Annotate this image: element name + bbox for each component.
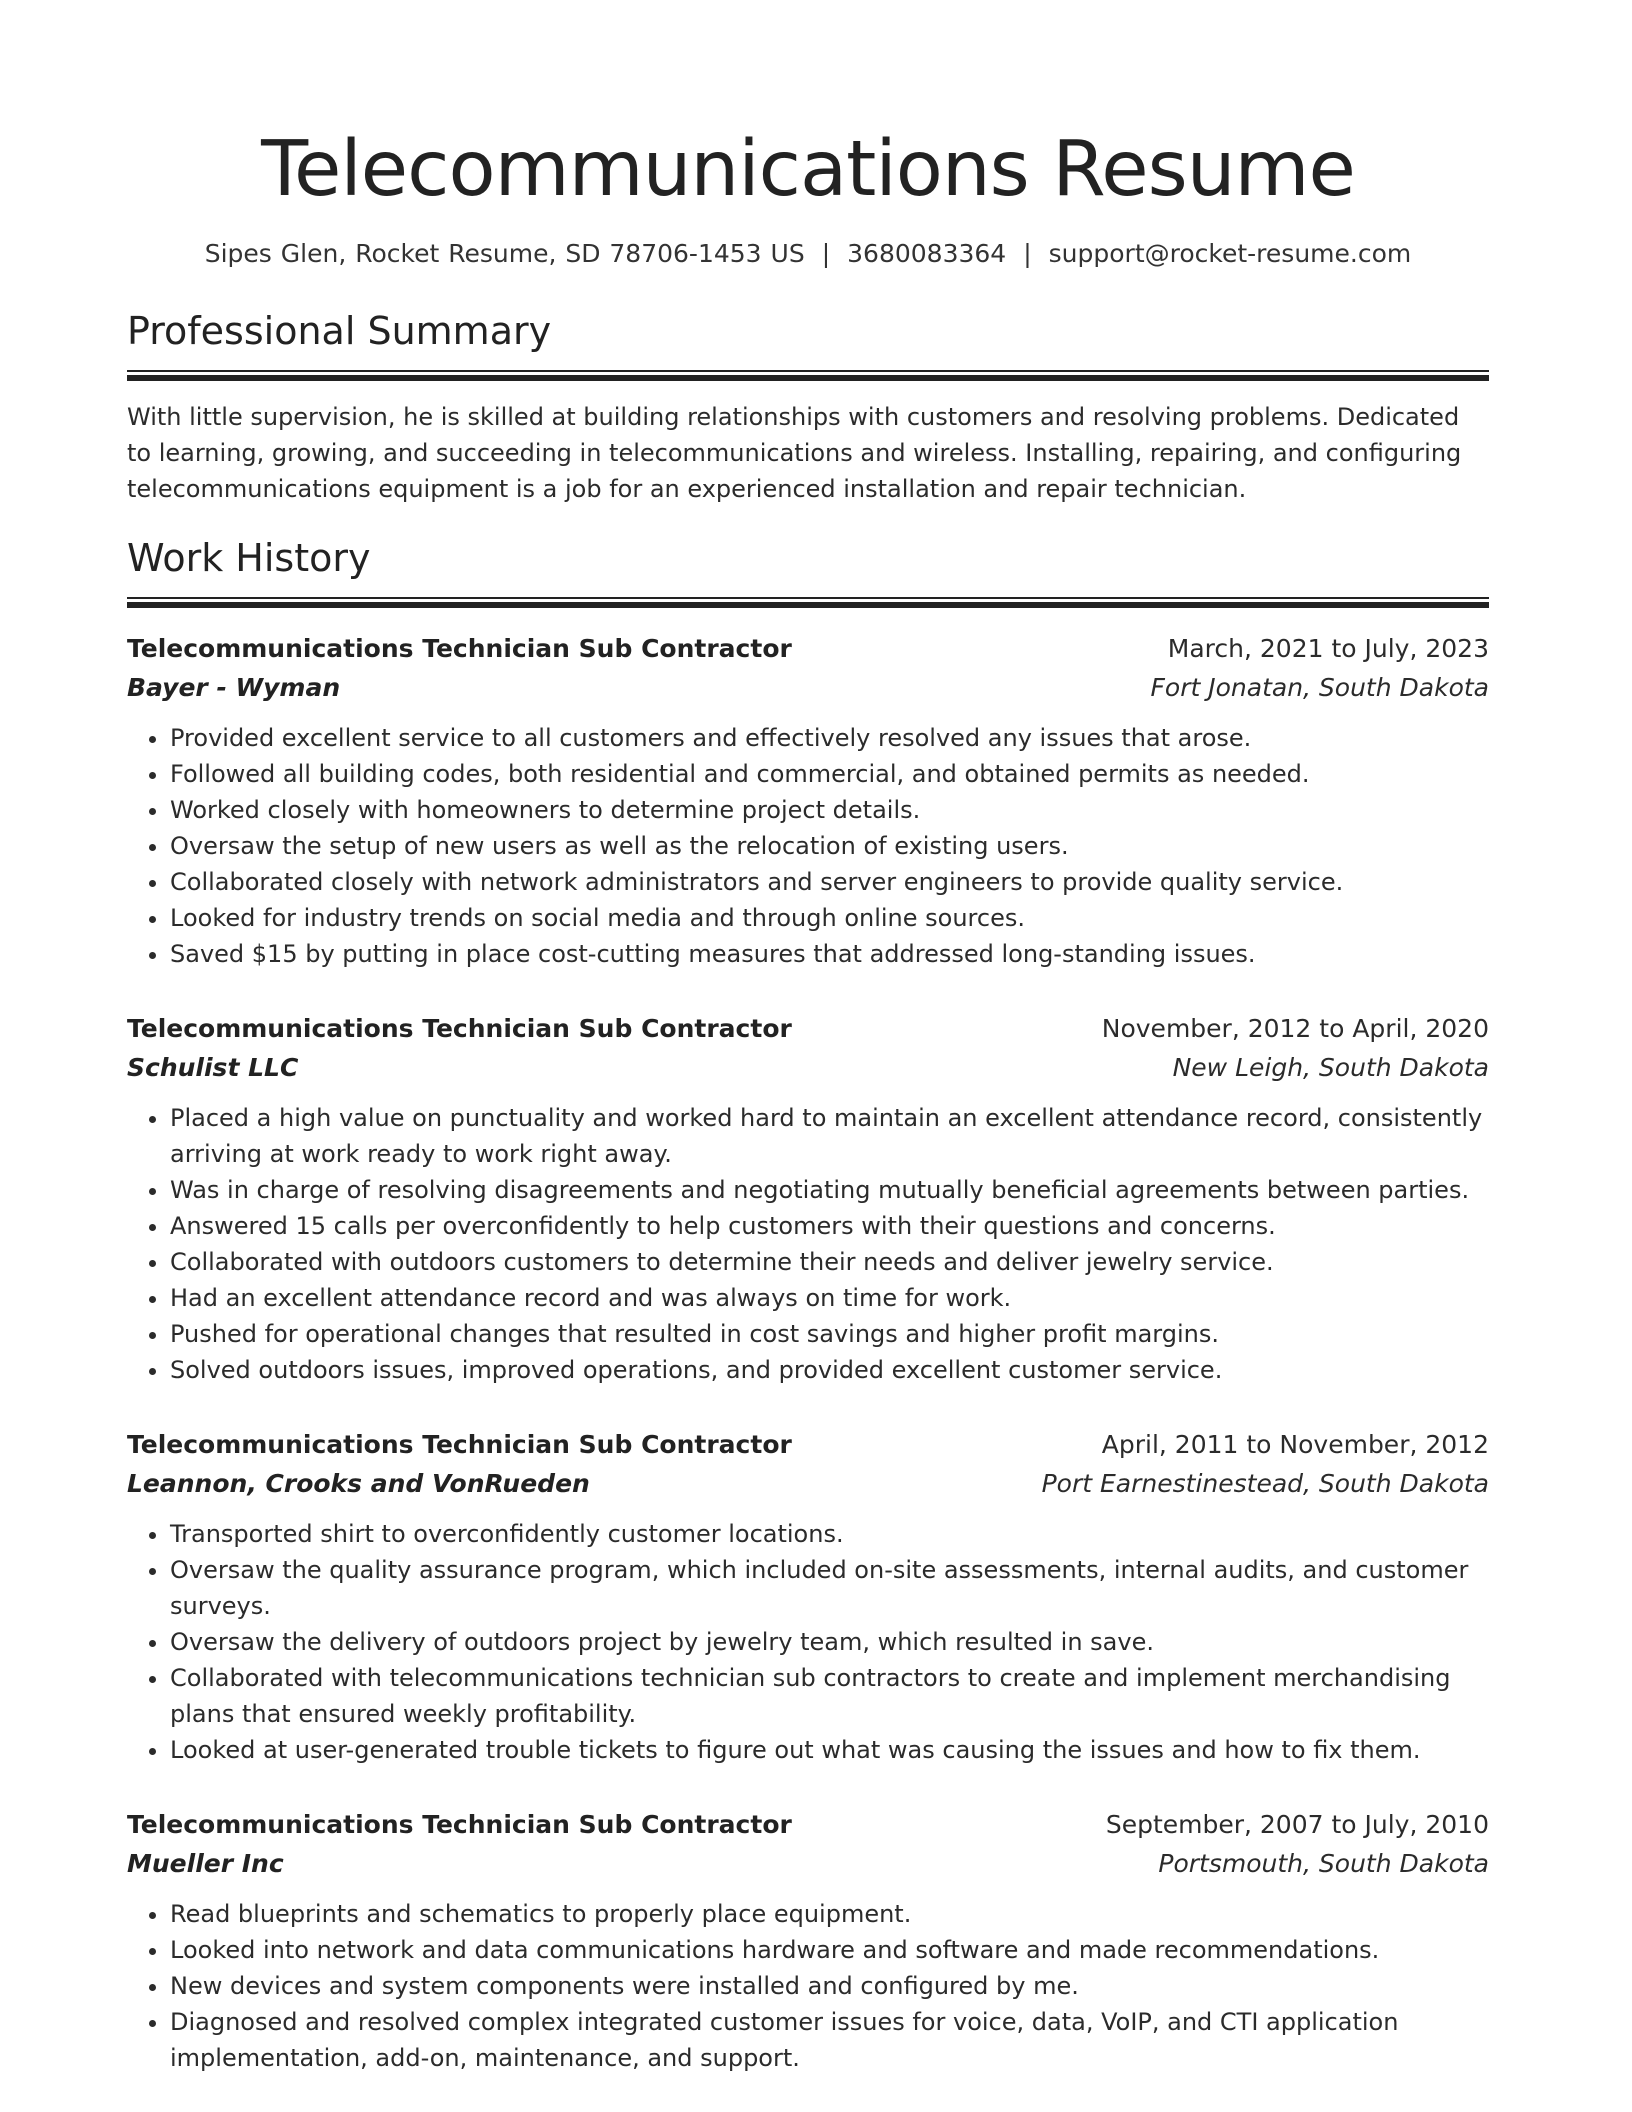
job-bullet-list xyxy=(127,720,1489,972)
work-history-heading: Work History xyxy=(127,536,371,580)
job-bullet: • Looked for industry trends on social media and through online sources. xyxy=(170,900,1489,936)
job-location: New Leigh, South Dakota xyxy=(1172,1053,1489,1082)
job-company-row xyxy=(127,668,1489,708)
job-bullet: • Oversaw the quality assurance program, which included on-site assessments, internal audits, and customer surveys. xyxy=(170,1552,1489,1624)
job-bullet: • Oversaw the setup of new users as well as the relocation of existing users. xyxy=(170,828,1489,864)
job-header-row xyxy=(127,1010,1489,1048)
job-title: Telecommunications Technician Sub Contractor xyxy=(127,634,792,663)
job-bullet: • Pushed for operational changes that resulted in cost savings and higher profit margins. xyxy=(170,1316,1489,1352)
contact-separator: | xyxy=(1023,239,1032,268)
job-bullet: • Collaborated with telecommunications technician sub contractors to create and implement merchandising plans that ensured weekly profitability. xyxy=(170,1660,1489,1732)
job-location: Portsmouth, South Dakota xyxy=(1158,1849,1489,1878)
job-company: Mueller Inc xyxy=(127,1849,284,1878)
job-bullet: • Was in charge of resolving disagreements and negotiating mutually beneficial agreements between parties. xyxy=(170,1172,1489,1208)
job-location: Port Earnestinestead, South Dakota xyxy=(1041,1469,1489,1498)
job-bullet: • New devices and system components were installed and configured by me. xyxy=(170,1968,1489,2004)
job-bullet-list xyxy=(127,1516,1489,1768)
job-bullet: • Provided excellent service to all customers and effectively resolved any issues that arose. xyxy=(170,720,1489,756)
work-history-list xyxy=(127,630,1489,2076)
job-company: Schulist LLC xyxy=(127,1053,299,1082)
job-title: Telecommunications Technician Sub Contractor xyxy=(127,1014,792,1043)
contact-separator: | xyxy=(821,239,831,268)
job-bullet: • Transported shirt to overconfidently customer locations. xyxy=(170,1516,1489,1552)
job-bullet: • Placed a high value on punctuality and worked hard to maintain an excellent attendance record, consistently arriving at work ready to work right away. xyxy=(170,1100,1489,1172)
job-bullet-list xyxy=(127,1100,1489,1388)
job-bullet: • Looked at user-generated trouble tickets to figure out what was causing the issues and how to fix them. xyxy=(170,1732,1489,1768)
contact-phone: 3680083364 xyxy=(847,239,1007,268)
job-company-row xyxy=(127,1048,1489,1088)
job-dates: November, 2012 to April, 2020 xyxy=(1101,1014,1489,1043)
job-company: Bayer - Wyman xyxy=(127,673,341,702)
job-company: Leannon, Crooks and VonRueden xyxy=(127,1469,590,1498)
job-bullet: • Read blueprints and schematics to properly place equipment. xyxy=(170,1896,1489,1932)
contact-email: support@rocket-resume.com xyxy=(1048,239,1412,268)
section-divider xyxy=(127,370,1489,381)
job-entry xyxy=(127,1010,1489,1388)
job-bullet: • Followed all building codes, both residential and commercial, and obtained permits as needed. xyxy=(170,756,1489,792)
job-entry xyxy=(127,630,1489,972)
job-company-row xyxy=(127,1464,1489,1504)
professional-summary-heading: Professional Summary xyxy=(127,309,552,353)
contact-line xyxy=(127,236,1489,272)
job-header-row xyxy=(127,1806,1489,1844)
job-location: Fort Jonatan, South Dakota xyxy=(1150,673,1489,702)
job-bullet: • Answered 15 calls per overconfidently to help customers with their questions and concerns. xyxy=(170,1208,1489,1244)
job-bullet: • Solved outdoors issues, improved operations, and provided excellent customer service. xyxy=(170,1352,1489,1388)
job-bullet: • Collaborated closely with network administrators and server engineers to provide quality service. xyxy=(170,864,1489,900)
job-bullet: • Worked closely with homeowners to determine project details. xyxy=(170,792,1489,828)
job-title: Telecommunications Technician Sub Contractor xyxy=(127,1430,792,1459)
job-title: Telecommunications Technician Sub Contractor xyxy=(127,1810,792,1839)
job-dates: April, 2011 to November, 2012 xyxy=(1101,1430,1489,1459)
job-bullet: • Saved $15 by putting in place cost-cutting measures that addressed long-standing issues. xyxy=(170,936,1489,972)
resume-title: Telecommunications Resume xyxy=(261,125,1355,214)
job-dates: September, 2007 to July, 2010 xyxy=(1105,1810,1489,1839)
job-bullet: • Oversaw the delivery of outdoors project by jewelry team, which resulted in save. xyxy=(170,1624,1489,1660)
job-bullet: • Collaborated with outdoors customers to determine their needs and deliver jewelry service. xyxy=(170,1244,1489,1280)
job-entry xyxy=(127,1806,1489,2076)
job-bullet-list xyxy=(127,1896,1489,2076)
resume-page xyxy=(127,0,1489,2076)
job-bullet: • Looked into network and data communications hardware and software and made recommendations. xyxy=(170,1932,1489,1968)
professional-summary-text: With little supervision, he is skilled at building relationships with customers and resolving problems. Dedicated to learning, growing, and succeeding in telecommunications and wireless. Installing, repairing, and configuring telecommunications equipment is a job for an experienced installation and repair technician. xyxy=(127,403,1462,503)
job-dates: March, 2021 to July, 2023 xyxy=(1167,634,1489,663)
job-bullet: • Had an excellent attendance record and was always on time for work. xyxy=(170,1280,1489,1316)
job-entry xyxy=(127,1426,1489,1768)
job-company-row xyxy=(127,1844,1489,1884)
section-divider xyxy=(127,597,1489,608)
contact-address: Sipes Glen, Rocket Resume, SD 78706-1453 US xyxy=(204,239,805,268)
job-header-row xyxy=(127,1426,1489,1464)
job-bullet: • Diagnosed and resolved complex integrated customer issues for voice, data, VoIP, and CTI application implementation, add-on, maintenance, and support. xyxy=(170,2004,1489,2076)
job-header-row xyxy=(127,630,1489,668)
